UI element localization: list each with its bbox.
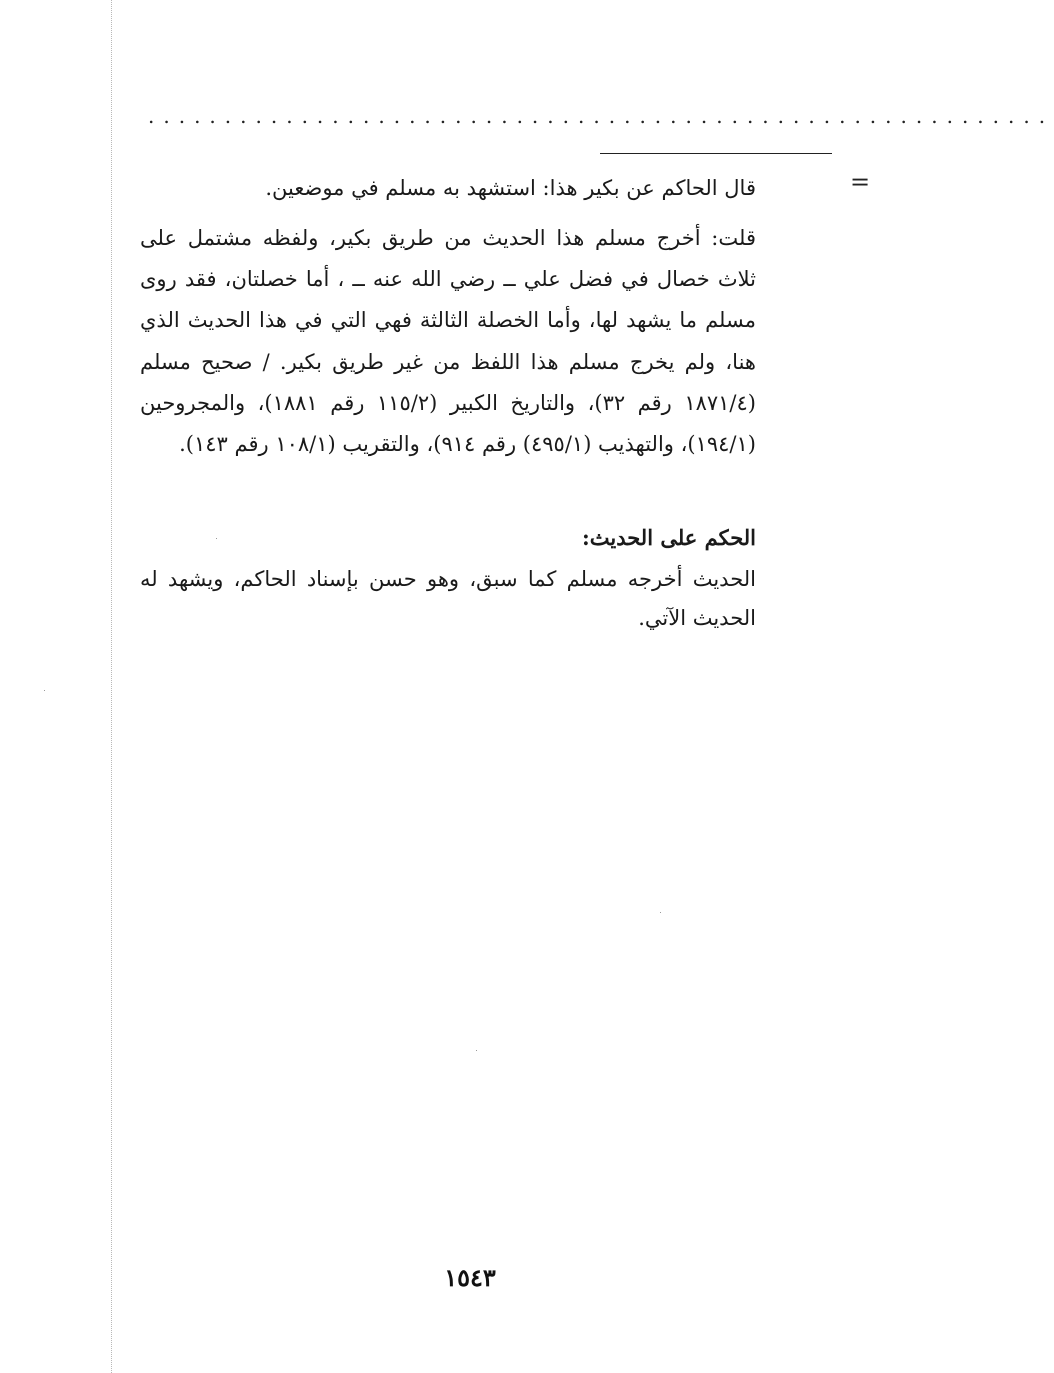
footnote-rule [600,153,832,154]
page-number: ١٥٤٣ [444,1263,496,1292]
scan-speck [216,538,217,539]
footnote-line-1: قال الحاكم عن بكير هذا: استشهد به مسلم في موضعين. [265,176,756,200]
scan-speck [476,1050,477,1051]
ruling-heading: الحكم على الحديث: [582,525,756,550]
page-margin-edge [111,0,112,1373]
ruling-text: الحديث أخرجه مسلم كما سبق، وهو حسن بإسناد الحاكم، ويشهد له الحديث الآتي. [140,567,756,630]
scan-speck [660,912,661,913]
continuation-mark: = [850,168,871,196]
footnote-paragraph: قلت: أخرج مسلم هذا الحديث من طريق بكير، ولفظه مشتمل على ثلاث خصال في فضل علي ــ رضي الله عنه ــ ، أما خصلتان، فقد روى مسلم ما يشهد لها، وأما الخصلة الثالثة فهي التي في هذا الحديث الذي هنا، ولم يخرج مسلم هذا اللفظ من غير طريق بكير. / صحيح مسلم (١٨٧١/٤ رقم ٣٢)، والتاريخ الكبير (١١٥/٢ رقم ١٨٨١)، والمجروحين (١٩٤/١)، والتهذيب (٤٩٥/١) رقم ٩١٤)، والتقريب (١٠٨/١ رقم ١٤٣). [140,226,756,457]
separator-dots: ........................................................... [148,104,1054,128]
scan-speck [44,690,45,691]
